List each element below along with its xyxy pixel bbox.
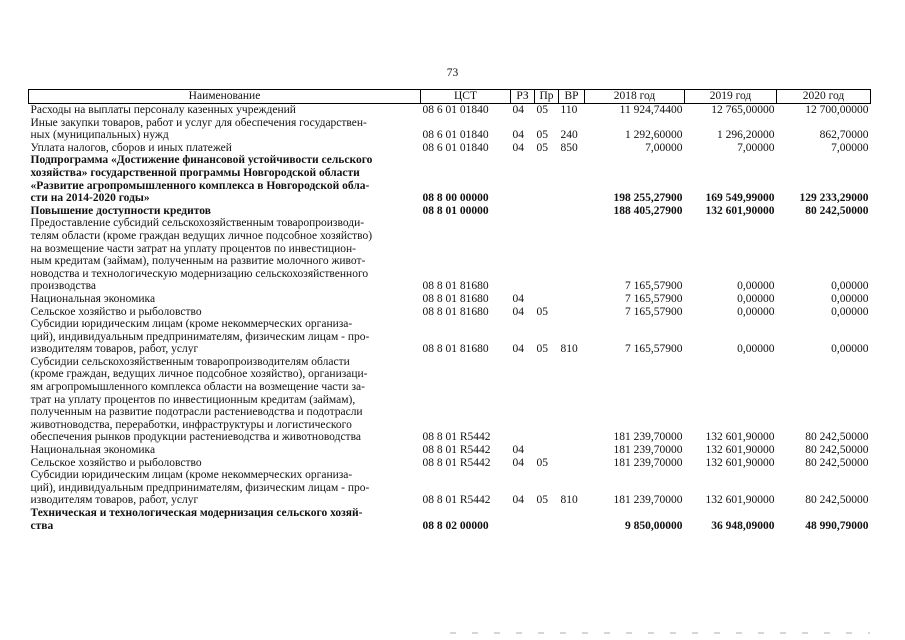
cell-vr [559, 154, 585, 204]
cell-y2020: 80 242,50000 [805, 444, 869, 457]
cell-pr: 05 [536, 343, 548, 356]
cell-y2020: 129 233,29000 [799, 192, 869, 205]
cell-y2018: 7 165,57900 [625, 292, 683, 305]
cell-cst: 08 8 01 81680 [422, 280, 489, 293]
cell-rz: 04 [512, 129, 524, 142]
cell-pr: 05 [536, 141, 548, 154]
cell-y2020: 7,00000 [831, 141, 869, 154]
cell-rz: 04 [512, 104, 524, 116]
cell-cst: 08 6 01 01840 [422, 129, 489, 142]
cell-pr [535, 217, 559, 293]
table-header-row [29, 90, 871, 104]
cell-pr: 05 [536, 494, 548, 507]
cell-y2019: 0,00000 [737, 343, 775, 356]
cell-vr: 110 [560, 104, 578, 116]
cell-cst: 08 8 01 R5442 [422, 494, 491, 507]
cell-cst: 08 8 02 00000 [422, 519, 489, 532]
cell-y2020: 48 990,79000 [805, 519, 869, 532]
scan-artifact [450, 632, 870, 634]
cell-cst: 08 8 01 R5442 [422, 444, 491, 457]
cell-y2018: 7 165,57900 [625, 280, 683, 293]
cell-vr: 240 [560, 129, 578, 142]
cell-cst: 08 8 01 00000 [422, 204, 489, 217]
cell-y2019: 1 296,20000 [717, 129, 775, 142]
table-row [29, 507, 871, 532]
cell-y2018: 11 924,74400 [619, 104, 683, 116]
header-name: Наименование [29, 90, 421, 104]
cell-y2018: 181 239,70000 [613, 494, 683, 507]
cell-y2019: 7,00000 [737, 141, 775, 154]
cell-rz: 04 [512, 456, 524, 469]
cell-y2020: 80 242,50000 [805, 431, 869, 444]
header-cst: ЦСТ [421, 90, 511, 104]
cell-rz: 04 [512, 141, 524, 154]
cell-cst: 08 8 00 00000 [422, 192, 489, 205]
cell-name: Сельское хозяйство и рыболовство [30, 456, 202, 469]
cell-y2019: 0,00000 [737, 305, 775, 318]
cell-vr [559, 217, 585, 293]
header-pr: Пр [535, 90, 559, 104]
cell-cst: 08 8 01 R5442 [422, 431, 491, 444]
cell-y2018: 7 165,57900 [625, 305, 683, 318]
cell-y2019: 0,00000 [737, 292, 775, 305]
cell-rz [511, 217, 535, 293]
header-vr: ВР [559, 90, 585, 104]
cell-vr [559, 356, 585, 444]
table-row [29, 154, 871, 204]
cell-y2018: 181 239,70000 [613, 444, 683, 457]
cell-vr: 810 [560, 343, 578, 356]
cell-y2018: 181 239,70000 [613, 456, 683, 469]
cell-name: Национальная экономика [30, 444, 156, 457]
cell-y2018: 188 405,27900 [613, 204, 683, 217]
cell-vr [559, 293, 585, 306]
cell-y2018: 9 850,00000 [625, 519, 683, 532]
cell-vr [559, 306, 585, 319]
table-row [29, 217, 871, 293]
cell-vr [559, 205, 585, 218]
cell-name: Субсидии сельскохозяйственным товаропроизводителям области (кроме граждан, ведущих личное подсобное хозяйство), организаци- ям агропромышленного комплекса области на возмещение части за- трат на уплату процентов по инвестиционным кредитам (займам), полученным на развитие подотрасли растениеводства и подотрасли животноводства, переработки, инфраструктуры и логистического обеспечения рынков продукции растениеводства и животноводства [30, 355, 368, 444]
cell-pr [535, 356, 559, 444]
cell-name: Расходы на выплаты персоналу казенных учреждений [30, 104, 296, 116]
cell-pr [535, 507, 559, 532]
cell-y2019: 36 948,09000 [711, 519, 775, 532]
cell-y2019: 0,00000 [737, 280, 775, 293]
cell-name: Повышение доступности кредитов [30, 204, 211, 217]
cell-vr [559, 457, 585, 470]
header-2018: 2018 год [585, 90, 685, 104]
cell-cst: 08 8 01 R5442 [422, 456, 491, 469]
table-row [29, 469, 871, 507]
table-row [29, 205, 871, 218]
cell-y2018: 198 255,27900 [613, 192, 683, 205]
cell-name: Техническая и технологическая модернизация сельского хозяй- ства [30, 507, 363, 532]
cell-y2018: 7 165,57900 [625, 343, 683, 356]
cell-y2020: 80 242,50000 [805, 204, 869, 217]
table-row [29, 293, 871, 306]
cell-cst: 08 8 01 81680 [422, 343, 489, 356]
cell-vr: 810 [560, 494, 578, 507]
cell-y2020: 80 242,50000 [805, 456, 869, 469]
cell-rz [511, 154, 535, 204]
cell-name: Иные закупки товаров, работ и услуг для обеспечения государствен- ных (муниципальных) нужд [30, 116, 367, 142]
cell-y2020: 0,00000 [831, 280, 869, 293]
cell-name: Уплата налогов, сборов и иных платежей [30, 141, 232, 154]
cell-y2020: 862,70000 [819, 129, 869, 142]
cell-cst: 08 8 01 81680 [422, 292, 489, 305]
cell-name: Предоставление субсидий сельскохозяйственным товаропроизводи- телям области (кроме граждан ведущих личное подсобное хозяйство) на возмещение части затрат на уплату процентов по инвестицион- ным кредитам (займам), полученным на развитие молочного живот- новодства и технологическую модернизацию сельскохозяйственного производства [30, 217, 373, 293]
cell-pr [535, 205, 559, 218]
table-row [29, 356, 871, 444]
cell-y2020: 80 242,50000 [805, 494, 869, 507]
cell-y2020: 12 700,00000 [805, 104, 869, 116]
table-row [29, 104, 871, 117]
cell-name: Субсидии юридическим лицам (кроме некоммерческих организа- ций), индивидуальным предпринимателям, физическим лицам - про- изводителям товаров, работ, услуг [30, 469, 370, 507]
cell-rz [511, 356, 535, 444]
cell-y2020: 0,00000 [831, 292, 869, 305]
header-2020: 2020 год [777, 90, 871, 104]
cell-name: Национальная экономика [30, 292, 156, 305]
cell-y2019: 132 601,90000 [705, 494, 775, 507]
cell-y2018: 181 239,70000 [613, 431, 683, 444]
cell-rz: 04 [512, 343, 524, 356]
table-row [29, 142, 871, 155]
cell-y2018: 7,00000 [645, 141, 683, 154]
cell-cst: 08 6 01 01840 [422, 104, 489, 116]
cell-rz: 04 [512, 494, 524, 507]
cell-y2019: 132 601,90000 [705, 431, 775, 444]
budget-table [28, 89, 871, 532]
cell-y2020: 0,00000 [831, 343, 869, 356]
cell-name: Подпрограмма «Достижение финансовой устойчивости сельского хозяйства» государственной программы Новгородской области «Развитие агропромышленного комплекса в Новгородской обла- сти на 2014-2020 годы» [30, 154, 373, 205]
cell-name: Сельское хозяйство и рыболовство [30, 305, 202, 318]
cell-vr [559, 444, 585, 457]
header-2019: 2019 год [685, 90, 777, 104]
cell-rz: 04 [512, 305, 524, 318]
cell-rz: 04 [512, 444, 524, 457]
table-row [29, 457, 871, 470]
cell-cst: 08 6 01 01840 [422, 141, 489, 154]
cell-y2019: 132 601,90000 [705, 456, 775, 469]
header-rz: РЗ [511, 90, 535, 104]
cell-pr: 05 [536, 129, 548, 142]
cell-vr [559, 507, 585, 532]
page-number: 73 [446, 67, 459, 79]
cell-rz [511, 507, 535, 532]
table-body [29, 104, 871, 533]
cell-y2019: 132 601,90000 [705, 204, 775, 217]
table-row [29, 318, 871, 356]
cell-pr [535, 154, 559, 204]
cell-y2019: 169 549,99000 [705, 192, 775, 205]
table-row [29, 306, 871, 319]
cell-vr: 850 [560, 141, 578, 154]
table-row [29, 117, 871, 142]
cell-pr [535, 293, 559, 306]
cell-pr [535, 444, 559, 457]
cell-y2018: 1 292,60000 [625, 129, 683, 142]
cell-cst: 08 8 01 81680 [422, 305, 489, 318]
cell-name: Субсидии юридическим лицам (кроме некоммерческих организа- ций), индивидуальным предпринимателям, физическим лицам - про- изводителям товаров, работ, услуг [30, 318, 370, 356]
cell-rz: 04 [512, 292, 524, 305]
table-row [29, 444, 871, 457]
cell-pr: 05 [536, 104, 548, 116]
cell-pr: 05 [536, 305, 548, 318]
cell-y2020: 0,00000 [831, 305, 869, 318]
cell-y2019: 12 765,00000 [711, 104, 775, 116]
cell-y2019: 132 601,90000 [705, 444, 775, 457]
cell-rz [511, 205, 535, 218]
cell-pr: 05 [536, 456, 548, 469]
